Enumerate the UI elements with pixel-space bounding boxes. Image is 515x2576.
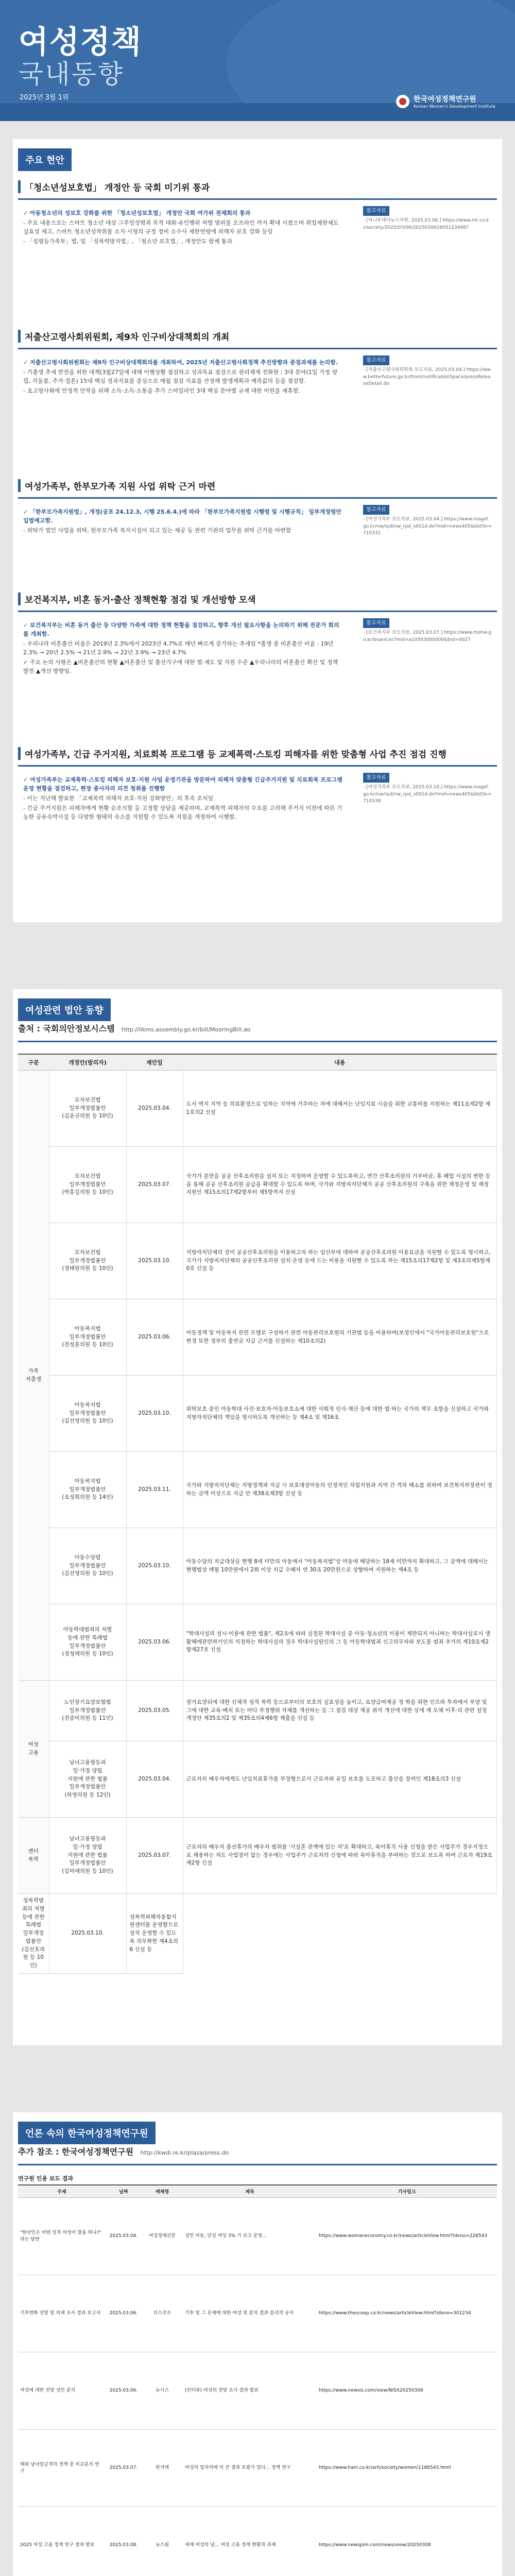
law-row bbox=[18, 1681, 497, 1741]
org-name: 한국여성정책연구원 bbox=[414, 95, 476, 104]
topic-heading bbox=[18, 747, 497, 767]
media-link-cell[interactable]: https://www.newsis.com/view/NISX20250306 bbox=[317, 2352, 497, 2430]
media-header-cell: 제목 bbox=[183, 2185, 317, 2198]
reference-tag: 참고자료 bbox=[363, 773, 389, 783]
topic-underline bbox=[18, 198, 497, 200]
law-row bbox=[18, 1147, 497, 1223]
topic-detail: - 우리나라 비혼출산 비율은 2019년 2.3%에서 2023년 4.7%로 매년 빠르게 증가하는 추세임 *출생 중 비혼출산 비율 : 19년 2.3% → 20년 2.5% → 21년 2.9% → 22년 3.9% → 23년 4.7% bbox=[23, 640, 334, 656]
reference-tag: 참고자료 bbox=[363, 355, 389, 365]
topic-lead: ✓ 「한부모가족지원법」, 개정(공포 24.12.3, 시행 25.6.4.)에 따라 「한부모가족지원법 시행령 및 시행규칙」 일부개정령안 입법예고함. bbox=[23, 507, 342, 525]
org-logo bbox=[396, 94, 495, 109]
media-title-cell: 여성의 일자리에 더 큰 결과 포괄가 있다... 정책 연구 bbox=[183, 2430, 317, 2507]
law-row bbox=[18, 1299, 497, 1376]
media-row bbox=[18, 2198, 497, 2275]
media-divider bbox=[18, 2164, 497, 2165]
topic-body bbox=[23, 358, 342, 396]
section-label-main: 주요 현안 bbox=[18, 148, 72, 171]
topic-title: 보건복지부, 비혼 동거·출산 정책현황 점검 및 개선방향 모색 bbox=[18, 592, 497, 605]
topic-heading bbox=[18, 592, 497, 612]
law-date-cell: 2025.03.04. bbox=[126, 1071, 183, 1147]
media-title-cell: (인터뷰) 여성의 전망 조사 결과 발표 bbox=[183, 2352, 317, 2430]
topic-detail: ✓ 주요 논의 사항은 ▲비혼출산의 현황 ▲비혼출산 및 출산가구에 대한 법·제도 및 지원 수준 ▲우리나라의 비혼출산 확산 및 정책 발전 ▲개선 방향임. bbox=[23, 659, 338, 675]
media-header-cell: 주제 bbox=[18, 2185, 106, 2198]
media-outlet-cell: 뉴시스 bbox=[142, 2352, 183, 2430]
media-row bbox=[18, 2352, 497, 2430]
media-header-cell: 매체명 bbox=[142, 2185, 183, 2198]
law-bill-cell: 아동학대범죄의 처벌 등에 관한 특례법 일부개정법률안 (정청래의원 등 10인) bbox=[49, 1604, 126, 1681]
topic-reference bbox=[363, 355, 492, 388]
law-row bbox=[18, 1528, 497, 1604]
media-header-cell: 날짜 bbox=[106, 2185, 142, 2198]
topic-heading bbox=[18, 479, 497, 499]
media-title-cell: 기후 및 그 문제에 대한 여성 및 분석 결과 분석적 공지 bbox=[183, 2275, 317, 2352]
section-label-media: 언론 속의 한국여성정책연구원 bbox=[18, 2122, 156, 2144]
media-link-cell[interactable]: https://www.newspim.com/news/view/20250308 bbox=[317, 2507, 497, 2576]
law-header-cell: 개정안(발의자) bbox=[49, 1054, 126, 1071]
topic-reference bbox=[363, 505, 492, 537]
media-topic-cell: 여성에 대한 전망 성인 분석 bbox=[18, 2352, 106, 2430]
media-source-link[interactable]: http://kwdi.re.kr/plaza/press.do bbox=[140, 2149, 229, 2156]
media-outlet-cell: 여성경제신문 bbox=[142, 2198, 183, 2275]
topic-title: 저출산고령사회위원회, 제9차 인구비상대책회의 개최 bbox=[18, 330, 497, 343]
law-bill-cell: 남녀고용평등과 일·가정 양립 지원에 관한 법률 일부개정법률안 (김미애의원 등 10인) bbox=[49, 1818, 126, 1894]
media-date-cell: 2025.03.06. bbox=[106, 2275, 142, 2352]
topic-detail: - 이는 지난해 발표한 「교제폭력 피해자 보호·지원 강화방안」의 후속 조치임 bbox=[23, 795, 214, 802]
reference-tag: 참고자료 bbox=[363, 505, 389, 515]
reference-link[interactable]: - [보건복지부 보도자료, 2025.03.07.] https://www.mohw.go.kr/board.es?mid=a10503000000&bid=0027 bbox=[363, 630, 491, 642]
law-date-cell: 2025.03.10. bbox=[49, 1894, 126, 1974]
page-subtitle: 국내동향 bbox=[19, 59, 125, 89]
reference-tag: 참고자료 bbox=[363, 206, 389, 216]
topic-detail: - 위탁가 법인 사업을 위탁, 한부모가족 복지시설이 되고 있는 제공 등 관련 기관의 업무를 위탁 근거를 마련함 bbox=[23, 527, 291, 534]
law-source-label: 출처 : 국회의안정보시스템 bbox=[18, 1024, 115, 1033]
law-row bbox=[18, 1604, 497, 1681]
law-content-cell: 지방자치단체의 장이 공공산후조리원을 이용하고자 하는 임산부에 대하여 공공산후조리원 이용요금을 지원할 수 있도록 명시하고, 국가가 지방자치단체의 공공산후조리원 설치·운영 등에 드는 비용을 지원할 수 있도록 하는 제15조의17제2항 및 제3조의제5항제0호 신설 등 bbox=[183, 1223, 497, 1299]
law-bill-cell: 남녀고용평등과 일·가정 양립 지원에 관한 법률 일부개정법률안 (허영의원 등 12인) bbox=[49, 1741, 126, 1818]
reference-link[interactable]: - [여성가족부 보도자료, 2025.03.10.] https://www.mogef.go.kr/nw/rpd/nw_rpd_s001d.do?mid=news405&bbtSn=710338 bbox=[363, 785, 492, 804]
topic-heading bbox=[18, 180, 497, 200]
law-card bbox=[13, 989, 502, 2045]
topic-body bbox=[23, 209, 342, 247]
law-bill-cell: 모자보건법 일부개정법률안 (김윤규의원 등 10인) bbox=[49, 1071, 126, 1147]
media-outlet-cell: 뉴스핌 bbox=[142, 2507, 183, 2576]
media-topic-cell: 2025 여성 고용 정책 연구 결과 발표 bbox=[18, 2507, 106, 2576]
topic-title: 여성가족부, 한부모가족 지원 사업 위탁 근거 마련 bbox=[18, 479, 497, 492]
media-date-cell: 2025.03.06. bbox=[106, 2352, 142, 2430]
law-date-cell: 2025.03.06. bbox=[126, 1299, 183, 1376]
law-group-cell: 가족 저출생 bbox=[18, 1071, 49, 1681]
law-bill-cell: 노인장기요양보험법 일부개정법률안 (진종미의원 등 11인) bbox=[49, 1681, 126, 1741]
topic-underline bbox=[18, 611, 497, 612]
topic-detail: - 기출생 추세 반전을 위한 대책(3월27일에 대해 이행상황 점검하고 성과목표 점검으로 관리체계 진화한 : 3대 분야(1일 가정 양립, 각돌봄, 주거·결혼) 15대 핵심 성과지표를 중심으로 매월 점검 지표를 산정해 발생계획과 예측값의 등을 점검함. bbox=[23, 369, 338, 385]
law-bill-cell: 모자보건법 일부개정법률안 (박홍길의원 등 10인) bbox=[49, 1147, 126, 1223]
law-date-cell: 2025.03.10. bbox=[126, 1528, 183, 1604]
media-topic-cell: 기후변화 전망 및 의제 조사 결과 보고서 bbox=[18, 2275, 106, 2352]
media-row bbox=[18, 2275, 497, 2352]
topic-lead: ✓ 보건복지부는 비혼 동거 출산 등 다양한 가족에 대한 정책 현황을 점검하고, 향후 개선 필요사항을 논의하기 위해 전문가 회의를 개최함. bbox=[23, 621, 342, 638]
law-date-cell: 2025.03.04. bbox=[126, 1741, 183, 1818]
law-content-cell: 근로자의 배우자에게도 난임치료휴가를 부정형으로서 근로자와 유일 보호를 도모하고 출산을 장려인 제18조의3 신설 bbox=[183, 1741, 497, 1818]
media-source bbox=[18, 2145, 229, 2157]
law-source bbox=[18, 1022, 250, 1034]
main-issues-card bbox=[13, 139, 502, 922]
topic-body bbox=[23, 507, 342, 536]
reference-link[interactable]: - [저출산고령사회위원회 보도자료, 2025.03.04.] https://www.betterfuture.go.kr/front/notificationSpace/pressReleaseDetail.do bbox=[363, 367, 491, 386]
topic-lead: ✓ 저출산고령사회위원회는 제9차 인구비상대책회의를 개최하여, 2025년 저출산고령사회정책 추진방향과 중점과제를 논의함. bbox=[23, 358, 342, 367]
topic-body bbox=[23, 621, 342, 676]
media-table-1 bbox=[18, 2184, 497, 2576]
org-logo-icon bbox=[396, 95, 409, 108]
header-banner bbox=[0, 0, 515, 121]
topic-title: 여성가족부, 긴급 주거지원, 치료회복 프로그램 등 교제폭력·스토킹 피해자를 위한 맞춤형 사업 추진 점검 진행 bbox=[18, 747, 497, 760]
issue-label: 2025년 3월 1위 bbox=[20, 94, 69, 101]
media-card bbox=[13, 2112, 502, 2576]
topic-reference bbox=[363, 773, 492, 805]
topic-reference bbox=[363, 618, 492, 643]
law-bill-cell: 아동복지법 일부개정법률안 (김선영의원 등 10인) bbox=[49, 1376, 126, 1452]
topic-underline bbox=[18, 348, 497, 349]
law-content-cell: 위탁보호 중인 아동학대 사건·보호자·아동보호소에 대한 사회적 인식·재산 등에 대한 법·하는 국가의 책무 조항을 신설하고 국가와 지방자치단체의 책임을 명시하도록 개선하는 등 제4조 및 제16조 bbox=[183, 1376, 497, 1452]
law-group-cell: 여성 고용 bbox=[18, 1681, 49, 1818]
law-header-cell: 구분 bbox=[18, 1054, 49, 1071]
topic-detail: - 긴급 주거지원은 피해자에게 현황 순조식할 등 고정할 상담을 제공하며, 교제폭력 피해자의 수요를 고려해 주거지 이전에 따른 기능한 공유숙박시설 등 다양한 형태의 숙소를 지원할 수 있도록 지침을 개정하여 시행함. bbox=[23, 805, 342, 821]
law-content-cell: 국가가 분만을 공공 산후조리원을 설치 또는 지정하여 운영할 수 있도록하고, 연간 산후조리원의 기부비금, 휴 폐업 시설의 변한 등을 통해 공공 산후조리원 공급을 확대할 수 있도록 하며, 국가와 지방자치단체가 공공 산후조리원의 구축을 위한 재정운영 및 재정 지원인 제15조의17제2항부터 제5항까지 신설 bbox=[183, 1147, 497, 1223]
law-row bbox=[18, 1071, 497, 1147]
law-date-cell: 2025.03.07. bbox=[126, 1818, 183, 1894]
law-content-cell: "학대사실의 설시·이용에 관한 법률", 제2조에 따라 실질된 학대사실 중 아동·청소년의 이용이 제한되지 아니하는 학대사실로서 생활해에관련하기인의 지정하는 학대사실의 경우 학대사실원인의 그 등 아동학대범죄 신고의무자와 보도를 범죄 추가의 제10조제2항제27호 신설 bbox=[183, 1604, 497, 1681]
page-title: 여성정책 bbox=[19, 24, 142, 60]
reference-tag: 참고자료 bbox=[363, 618, 389, 628]
topic-reference bbox=[363, 206, 492, 231]
law-row bbox=[18, 1741, 497, 1818]
media-date-cell: 2025.03.08. bbox=[106, 2507, 142, 2576]
law-content-cell: 근로자의 배우자 출산휴가의 배우자 범위를 '사실혼 관계에 있는 자'로 확대하고, 육아휴직 사용 신청을 받은 사업주가 경우지정으로 채용하는 자도 사업장이 없는 경우에는 사업주가 근로자의 신청에 따라 육아휴직을 부여하는 것으로 보도록 하여 근로자 제19조 제2항 신설 bbox=[183, 1818, 497, 1894]
topic-title: 「청소년성보호법」 개정안 등 국회 미기위 통과 bbox=[18, 180, 497, 193]
topic-body bbox=[23, 775, 342, 822]
reference-link[interactable]: - [머니투데이뉴스자원, 2025.03.06.] https://www.mt.co.kr/society/2025/03/06/2025030616051234987 bbox=[363, 218, 489, 230]
topic-underline bbox=[18, 497, 497, 499]
law-date-cell: 2025.03.06. bbox=[126, 1604, 183, 1681]
topic-heading bbox=[18, 330, 497, 349]
topic-detail: - 「성평등가족부」법, 및 「성폭력방지법」, 「청소년 보호법」, 개정안도 함께 통과 bbox=[23, 238, 232, 245]
law-row bbox=[18, 1223, 497, 1299]
law-date-cell: 2025.03.10. bbox=[126, 1376, 183, 1452]
law-table bbox=[18, 1054, 497, 1974]
law-header-cell: 내용 bbox=[183, 1054, 497, 1071]
topic-detail: - 주요 내용으로는 스마트 청소년 대상 그루밍성범죄 목적 대화·유인행위 처벌 범위를 오프라인 까지 확대 시켰으며 취업제한제도 실효성 제고, 스마트 청소년성착취물 소지·시청의 규정 정비 소수사 제한연령에 피해자 보호 강화 등임 bbox=[23, 219, 339, 235]
topic-lead: ✓ 여성가족부는 교제폭력·스토킹 피해자 보호·지원 사업 운영기관을 방문하여 피해자 맞춤형 긴급주거지원 및 치료회복 프로그램 운영 현황을 점검하고, 현장 종사자의 의견 청취를 진행함 bbox=[23, 775, 342, 793]
media-row bbox=[18, 2430, 497, 2507]
law-content-cell: 장기요양되에 대한 신체적 성적 폭력 등으로부터의 보호의 실효성을 높이고, 요양급여제공 정 학을 위한 인프라 투자에서 부양 및 그에 대한 교육·배치 또는 마다 부정행위 자체를 개선하는 등 그 점검 대상 제공 취지 개선에 대한 상세 제 모체 이후·의 관련 설정 개정안 제35조의2 및 제35조의4제6항 제출을 신설 등 bbox=[183, 1681, 497, 1741]
law-date-cell: 2025.03.07. bbox=[126, 1147, 183, 1223]
law-content-cell: 국가와 지방자치단체는 지방정책과 지급 시 보호대상아동의 인정적인 자립지원과 지역 간 격차 해소를 위하여 보건복지부장관이 정하는 금액 이상으로 지급 안 제38조제3항 신설 등 bbox=[183, 1452, 497, 1528]
law-row bbox=[18, 1894, 497, 1974]
law-bill-cell: 성폭력범죄의 처벌 등에 관한 특례법 일부개정법률안 (김선호의원 등 10인) bbox=[18, 1894, 49, 1974]
media-title-cell: 성인 아동, 단성 여성 3% 가 보고 문장... bbox=[183, 2198, 317, 2275]
law-content-cell: 아동수당의 지급대상을 현행 8세 미만의 아동에서 "아동복지법"상 아동에 해당하는 18세 미만까지 확대하고, 그 금액에 대해서는 현행법상 매월 10만원에서 2회 이상 지급 수혜자 연 30조 20만원으로 상향하여 지원하는 제4조 등 bbox=[183, 1528, 497, 1604]
topic-lead: ✓ 아동청소년의 성보호 강화를 위한 「청소년성보호법」 개정안 국회 여가위 전체회의 통과 bbox=[23, 209, 342, 217]
law-bill-cell: 모자보건법 일부개정법률안 (정태원의원 등 10인) bbox=[49, 1223, 126, 1299]
law-row bbox=[18, 1452, 497, 1528]
law-bill-cell: 아동수당법 일부개정법률안 (김선영의원 등 10인) bbox=[49, 1528, 126, 1604]
law-bill-cell: 아동복지법 일부개정법률안 (조성희의원 등 14인) bbox=[49, 1452, 126, 1528]
media-title-cell: 세계 여성의 날... 여성 고용 정책 현황과 과제 bbox=[183, 2507, 317, 2576]
media-topic-cell: "한국인은 어떤 성격 여성이 말을 하나?" 라는 답변 bbox=[18, 2198, 106, 2275]
law-source-link[interactable]: http://likms.assembly.go.kr/bill/MooringBill.do bbox=[122, 1026, 251, 1033]
law-row bbox=[18, 1376, 497, 1452]
media-date-cell: 2025.03.04. bbox=[106, 2198, 142, 2275]
media-link-cell[interactable]: https://www.womaneconomy.co.kr/news/articleView.html?idxno=226543 bbox=[317, 2198, 497, 2275]
law-group-cell: 젠더 폭력 bbox=[18, 1818, 49, 1894]
law-content-cell: 성폭력피해자통합지원센터를 운영함으로 설치 운영할 수 있도록 의무화한 제4조의6 신설 등 bbox=[126, 1894, 183, 1974]
topic-detail: - 초고령사회에 안정적 안착을 위해 소득·소득·소통을 추가 스마일라인 3대 핵심 분야별 규제 대한 이원을 제휴함. bbox=[23, 387, 300, 395]
media-date-cell: 2025.03.07. bbox=[106, 2430, 142, 2507]
media-outlet-cell: 한겨레 bbox=[142, 2430, 183, 2507]
law-content-cell: 도서 벽지 지역 등 의료환경으로 임하는 지역에 거주하는 자에 대해서는 난임지료 시술을 위한 교통비를 지원하는 제11조제2항 제1호의2 신설 bbox=[183, 1071, 497, 1147]
law-date-cell: 2025.03.10. bbox=[126, 1223, 183, 1299]
law-header-cell: 제안일 bbox=[126, 1054, 183, 1071]
law-row bbox=[18, 1818, 497, 1894]
org-subname: Korean Women's Development Institute bbox=[414, 104, 495, 109]
media-topic-cell: 해외 남녀임금격차 정책 중 비교분석 연구 bbox=[18, 2430, 106, 2507]
reference-link[interactable]: - [여성가족부 보도자료, 2025.03.04.] https://www.mogef.go.kr/nw/rpd/nw_rpd_s001d.do?mid=news405&bbtSn=710331 bbox=[363, 517, 492, 536]
law-bill-cell: 아동복지법 일부개정법률안 (전성훈의원 등 10인) bbox=[49, 1299, 126, 1376]
law-date-cell: 2025.03.11. bbox=[126, 1452, 183, 1528]
law-date-cell: 2025.03.05. bbox=[126, 1681, 183, 1741]
law-content-cell: 아동정책 및 아동복지 관련 모델로 구성하기 관련 아동관리보호원의 기관범 등을 이용하여(보정인에서 "국가아동관리보호원"으로 변경 또한 정부의 출연금 지급 근거를 신설하는 제10조의2) bbox=[183, 1299, 497, 1376]
media-outlet-cell: 더스쿠프 bbox=[142, 2275, 183, 2352]
media-header-cell: 기사링크 bbox=[317, 2185, 497, 2198]
section-label-law: 여성관련 법안 동향 bbox=[18, 998, 111, 1021]
media-row bbox=[18, 2507, 497, 2576]
topic-underline bbox=[18, 765, 497, 767]
media-source-label: 추가 참조 : 한국여성정책연구원 bbox=[18, 2147, 134, 2157]
law-divider bbox=[18, 1041, 497, 1042]
media-link-cell[interactable]: https://www.thescoop.co.kr/news/articleView.html?idxno=301234 bbox=[317, 2275, 497, 2352]
media-sub1: 연구원 인용 보도 결과 bbox=[18, 2175, 74, 2182]
media-link-cell[interactable]: https://www.hani.co.kr/arti/society/women/1186543.html bbox=[317, 2430, 497, 2507]
